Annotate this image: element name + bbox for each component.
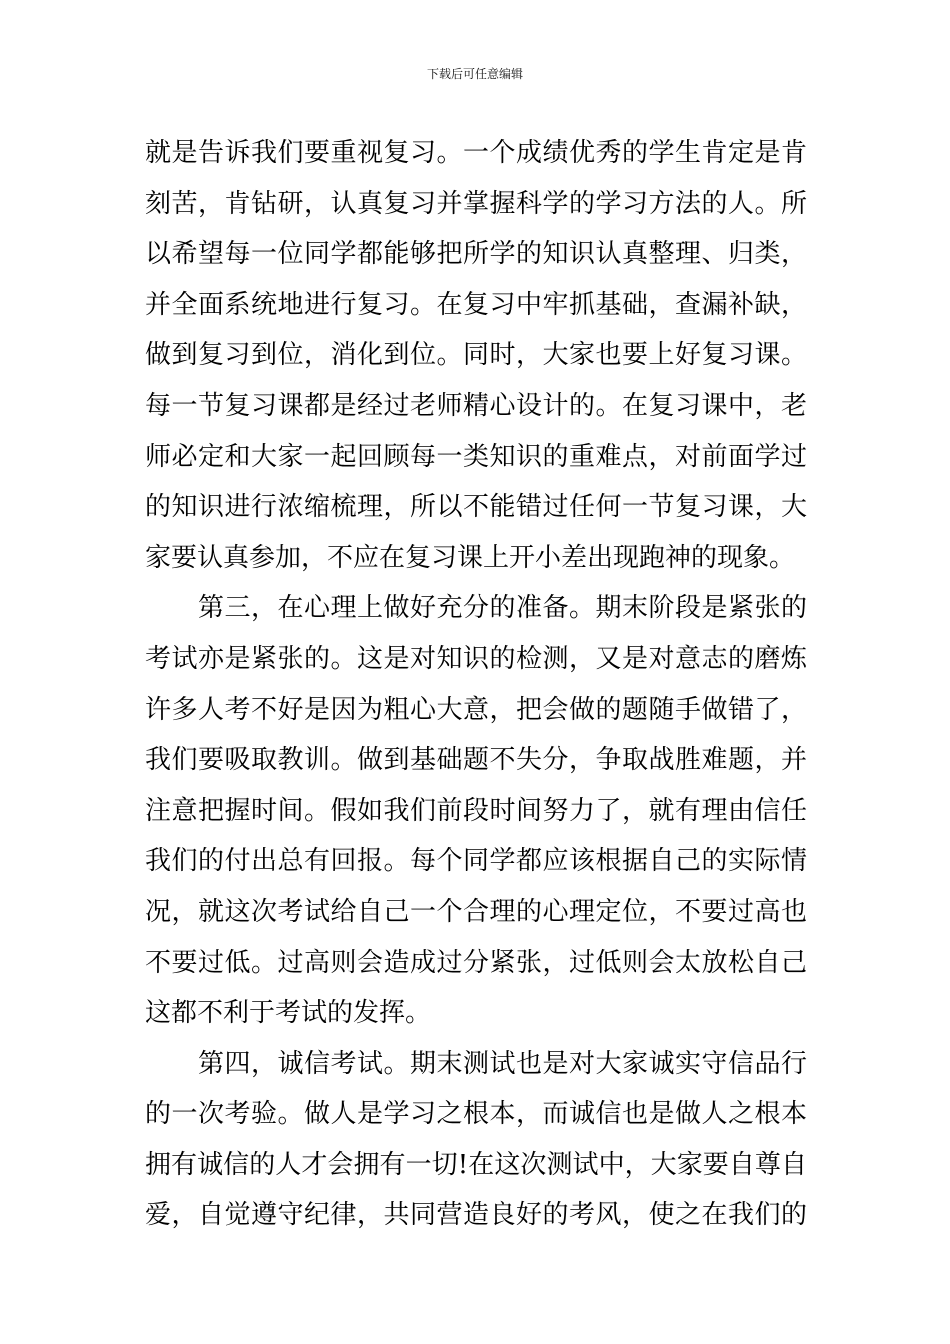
text-line: 刻苦，肯钻研，认真复习并掌握科学的学习方法的人。所 <box>145 188 807 219</box>
text-line: 拥有诚信的人才会拥有一切!在这次测试中，大家要自尊自 <box>145 1149 807 1180</box>
body-text <box>145 128 807 1241</box>
text-line: 做到复习到位，消化到位。同时，大家也要上好复习课。 <box>145 340 807 371</box>
text-line: 我们要吸取教训。做到基础题不失分，争取战胜难题，并 <box>145 745 807 776</box>
text-line: 师必定和大家一起回顾每一类知识的重难点，对前面学过 <box>145 441 807 472</box>
text-line: 况，就这次考试给自己一个合理的心理定位，不要过高也 <box>145 896 807 927</box>
text-line: 爱，自觉遵守纪律，共同营造良好的考风，使之在我们的 <box>145 1200 807 1231</box>
text-line: 以希望每一位同学都能够把所学的知识认真整理、归类， <box>145 239 807 270</box>
text-line: 的一次考验。做人是学习之根本，而诚信也是做人之根本 <box>145 1099 807 1130</box>
text-line: 并全面系统地进行复习。在复习中牢抓基础，查漏补缺， <box>145 289 807 320</box>
paragraph-end-line: 这都不利于考试的发挥。 <box>145 998 432 1029</box>
text-line: 许多人考不好是因为粗心大意，把会做的题随手做错了， <box>145 694 807 725</box>
text-line: 不要过低。过高则会造成过分紧张，过低则会太放松自己 <box>145 947 807 978</box>
text-line: 考试亦是紧张的。这是对知识的检测，又是对意志的磨炼 <box>145 643 807 674</box>
paragraph-start-line: 第三，在心理上做好充分的准备。期末阶段是紧张的 <box>145 593 807 624</box>
paragraph-end-line: 家要认真参加，不应在复习课上开小差出现跑神的现象。 <box>145 542 796 573</box>
page-header: 下载后可任意编辑 <box>426 67 523 81</box>
paragraph-start-line: 第四，诚信考试。期末测试也是对大家诚实守信品行 <box>145 1048 807 1079</box>
text-line: 注意把握时间。假如我们前段时间努力了，就有理由信任 <box>145 795 807 826</box>
text-line: 的知识进行浓缩梳理，所以不能错过任何一节复习课，大 <box>145 492 807 523</box>
text-line: 就是告诉我们要重视复习。一个成绩优秀的学生肯定是肯 <box>145 138 807 168</box>
text-line: 每一节复习课都是经过老师精心设计的。在复习课中，老 <box>145 390 807 421</box>
text-line: 我们的付出总有回报。每个同学都应该根据自己的实际情 <box>145 846 807 877</box>
